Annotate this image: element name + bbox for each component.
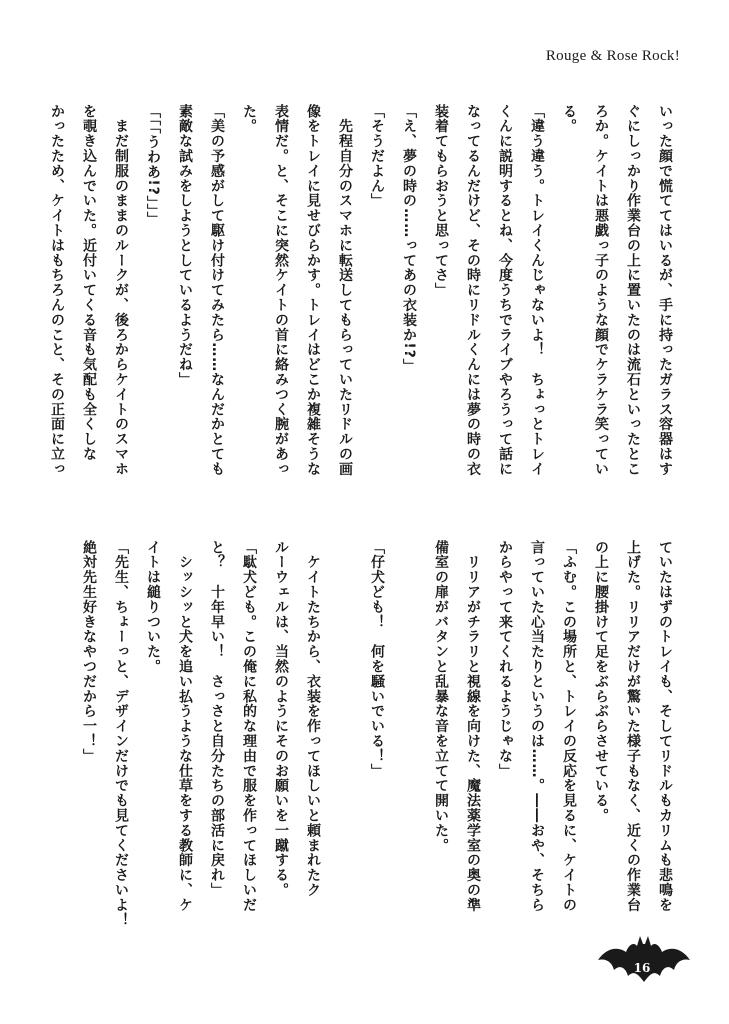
- text-line: ケイトたちから、衣装を作ってほしいと頼まれたク: [305, 540, 321, 898]
- text-line: の上に腰掛けて足をぶらぶらさせている。: [593, 540, 609, 824]
- text-line: くんに説明するとね、今度うちでライブやろうって話に: [497, 104, 513, 477]
- text-line: 言っていた心当たりというのは……。――おや、そちら: [529, 540, 545, 913]
- running-header: Rouge & Rose Rock!: [545, 48, 680, 64]
- text-line: シッシッと犬を追い払うような仕草をする教師に、ケ: [177, 540, 193, 913]
- text-block-top: [41, 104, 681, 504]
- text-line: 「美の予感がして駆け付けてみたら……なんだかとても: [209, 104, 225, 477]
- text-line: からやって来てくれるようじゃな」: [497, 540, 513, 779]
- text-line: 上げた。リリアだけが驚いた様子もなく、近くの作業台: [625, 540, 641, 913]
- text-line: と？ 十年早い！ さっさと自分たちの部活に戻れ」: [209, 540, 225, 898]
- text-line: 「ふむ。この場所と、トレイの反応を見るに、ケイトの: [561, 540, 577, 913]
- text-line: 先程自分のスマホに転送してもらっていたリドルの画: [337, 104, 353, 477]
- text-line: 「駄犬ども。この俺に私的な理由で服を作ってほしいだ: [241, 540, 257, 913]
- text-line: 装着てもらおうと思ってさ」: [433, 104, 449, 298]
- text-line: た。: [241, 104, 257, 134]
- page-number: 16: [633, 961, 651, 975]
- text-line: 「「「うわあ!?」」」: [145, 104, 161, 227]
- text-line: 像をトレイに見せびらかす。トレイはどこか複雑そうな: [305, 104, 321, 477]
- text-line: ルーウェルは、当然のようにそのお願いを一蹴する。: [273, 540, 289, 898]
- text-line: 「違う違う。トレイくんじゃないよ！ ちょっとトレイ: [529, 104, 545, 477]
- text-line: イトは縋りついた。: [145, 540, 161, 675]
- text-line: 「え、夢の時の……ってあの衣装か!?」: [401, 104, 417, 374]
- text-line: かったため、ケイトはもちろんのこと、その正面に立っ: [49, 104, 65, 477]
- text-line: なってるんだけど、その時にリドルくんには夢の時の衣: [465, 104, 481, 477]
- text-line: 表情だ。と、そこに突然ケイトの首に絡みつく腕があっ: [273, 104, 289, 477]
- text-line: ろか。ケイトは悪戯っ子のような顔でケラケラ笑ってい: [593, 104, 609, 477]
- text-line: 絶対先生好きなやつだから一！」: [81, 540, 97, 764]
- text-line: まだ制服のままのルークが、後ろからケイトのスマホ: [113, 104, 129, 477]
- text-line: [393, 540, 425, 940]
- text-line: を覗き込んでいた。近付いてくる音も気配も全くしな: [81, 104, 97, 462]
- text-line: 素敵な試みをしようとしているようだね」: [177, 104, 193, 388]
- text-line: 「先生、ちょーっと、デザインだけでも見てくださいよ！: [113, 540, 129, 928]
- text-line: る。: [561, 104, 577, 134]
- text-line: 「仔犬ども！ 何を騒いでいる！」: [369, 540, 385, 779]
- text-line: 備室の扉がバタンと乱暴な音を立てて開いた。: [433, 540, 449, 853]
- text-line: リリアがチラリと視線を向けた、魔法薬学室の奥の準: [465, 540, 481, 913]
- bat-icon: [596, 930, 692, 986]
- text-line: 「そうだよん」: [369, 104, 385, 209]
- text-line: ぐにしっかり作業台の上に置いたのは流石といったとこ: [625, 104, 641, 477]
- text-line: [329, 540, 361, 940]
- text-line: ていたはずのトレイも、そしてリドルもカリムも悲鳴を: [657, 540, 673, 913]
- text-block-bottom: [73, 540, 681, 940]
- text-line: いった顔で慌ててはいるが、手に持ったガラス容器はす: [657, 104, 673, 477]
